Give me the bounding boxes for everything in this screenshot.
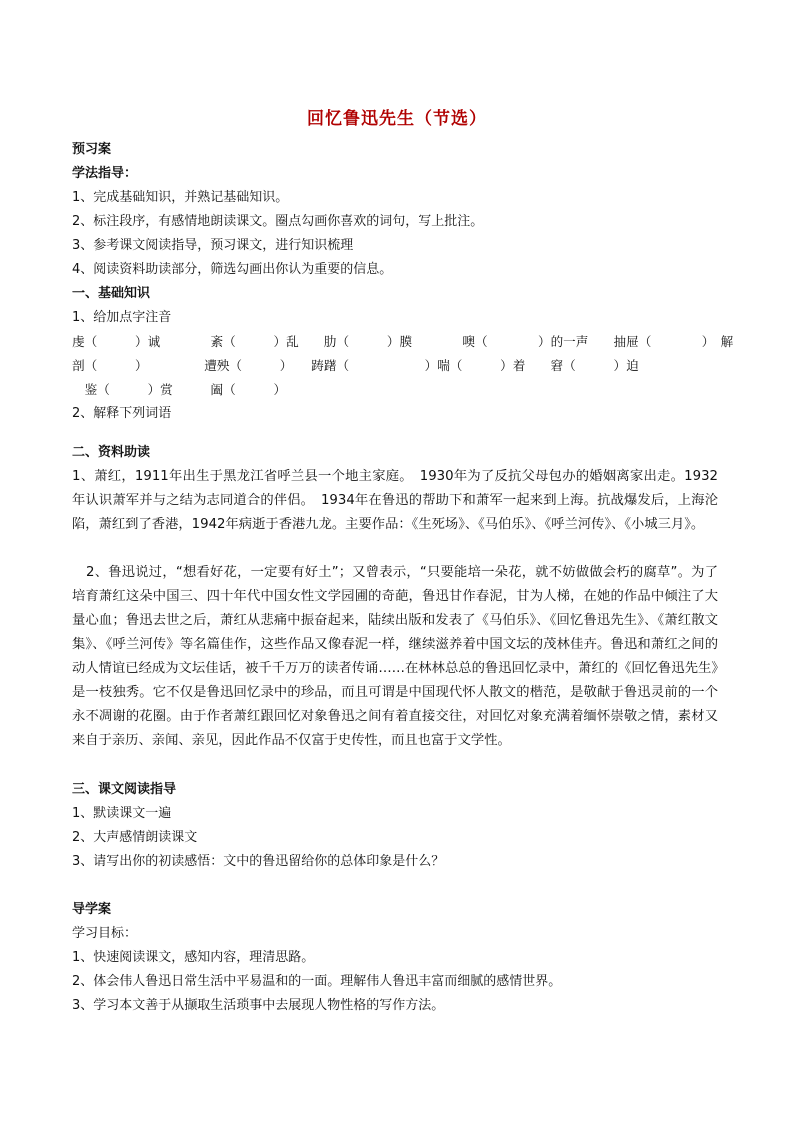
method-item: 2、标注段序，有感情地朗读课文。圈点勾画你喜欢的词句，写上批注。	[72, 214, 484, 229]
goal-item: 2、体会伟人鲁迅日常生活中平易温和的一面。理解伟人鲁迅丰富而细腻的感情世界。	[72, 974, 562, 989]
section-heading-basics: 一、基础知识	[72, 286, 151, 301]
method-item: 1、完成基础知识，并熟记基础知识。	[72, 190, 289, 205]
section-heading-materials: 二、资料助读	[72, 445, 151, 460]
preview-heading: 预习案	[72, 142, 112, 157]
reading-item: 3、请写出你的初读感悟：文中的鲁迅留给你的总体印象是什么？	[72, 854, 445, 869]
vocab-instruction: 2、解释下列词语	[72, 406, 172, 421]
pinyin-instruction: 1、给加点字注音	[72, 310, 172, 325]
method-item: 3、参考课文阅读指导，预习课文，进行知识梳理	[72, 238, 354, 253]
reading-item: 2、大声感情朗读课文	[72, 830, 198, 845]
pinyin-row: 虔（ ）诚 紊（ ）乱 肋（ ）膜 噢（ ）的一声 抽屉（ ） 解	[72, 334, 734, 349]
method-item: 4、阅读资料助读部分，筛选勾画出你认为重要的信息。	[72, 262, 393, 277]
goal-item: 1、快速阅读课文，感知内容，理清思路。	[72, 950, 315, 965]
document-title: 回忆鲁迅先生（节选）	[307, 109, 487, 129]
reading-item: 1、默读课文一遍	[72, 806, 172, 821]
guide-heading: 导学案	[72, 902, 112, 917]
section-heading-reading: 三、课文阅读指导	[72, 782, 177, 797]
goals-heading: 学习目标：	[72, 926, 138, 941]
materials-paragraph-2: 2、鲁迅说过，“想看好花，一定要有好土”；又曾表示，“只要能培一朵花，就不妨做做会朽的腐草”。为了培育萧红这朵中国三、四十年代中国女性文学园圃的奇葩，鲁迅甘作春泥，甘为人梯，在她的作品中倾注了大量心血；鲁迅去世之后，萧红从悲痛中振奋起来，陆续出版和发表了《马伯乐》、《回忆鲁迅先生》、《萧红散文集》、《呼兰河传》等名篇佳作，这些作品又像春泥一样，继续滋养着中国文坛的茂林佳卉。鲁迅和萧红之间的动人情谊已经成为文坛佳话，被千千万万的读者传诵……在林林总总的鲁迅回忆录中，萧红的《回忆鲁迅先生》是一枝独秀。它不仅是鲁迅回忆录中的珍品，而且可谓是中国现代怀人散文的楷范，是敬献于鲁迅灵前的一个永不凋谢的花圈。由于作者萧红跟回忆对象鲁迅之间有着直接交往，对回忆对象充满着缅怀崇敬之情，素材又来自于亲历、亲闻、亲见，因此作品不仅富于史传性，而且也富于文学性。	[72, 565, 718, 748]
goal-item: 3、学习本文善于从撷取生活琐事中去展现人物性格的写作方法。	[72, 998, 445, 1013]
pinyin-row: 鉴（ ）赏 阖（ ）	[72, 382, 287, 397]
method-heading: 学法指导：	[72, 166, 138, 181]
materials-paragraph-1: 1、萧红，1911年出生于黑龙江省呼兰县一个地主家庭。 1930年为了反抗父母包办的婚姻离家出走。1932年认识萧军并与之结为志同道合的伴侣。 1934年在鲁迅的帮助下和萧军一起来到上海。抗战爆发后，上海沦陷，萧红到了香港，1942年病逝于香港九龙。主要作品：《生死场》、《马伯乐》、《呼兰河传》、《小城三月》。	[72, 469, 718, 532]
pinyin-row: 剖（ ） 遭殃（ ） 踌躇（ ）喘（ ）着 窘（ ）迫	[72, 358, 639, 373]
